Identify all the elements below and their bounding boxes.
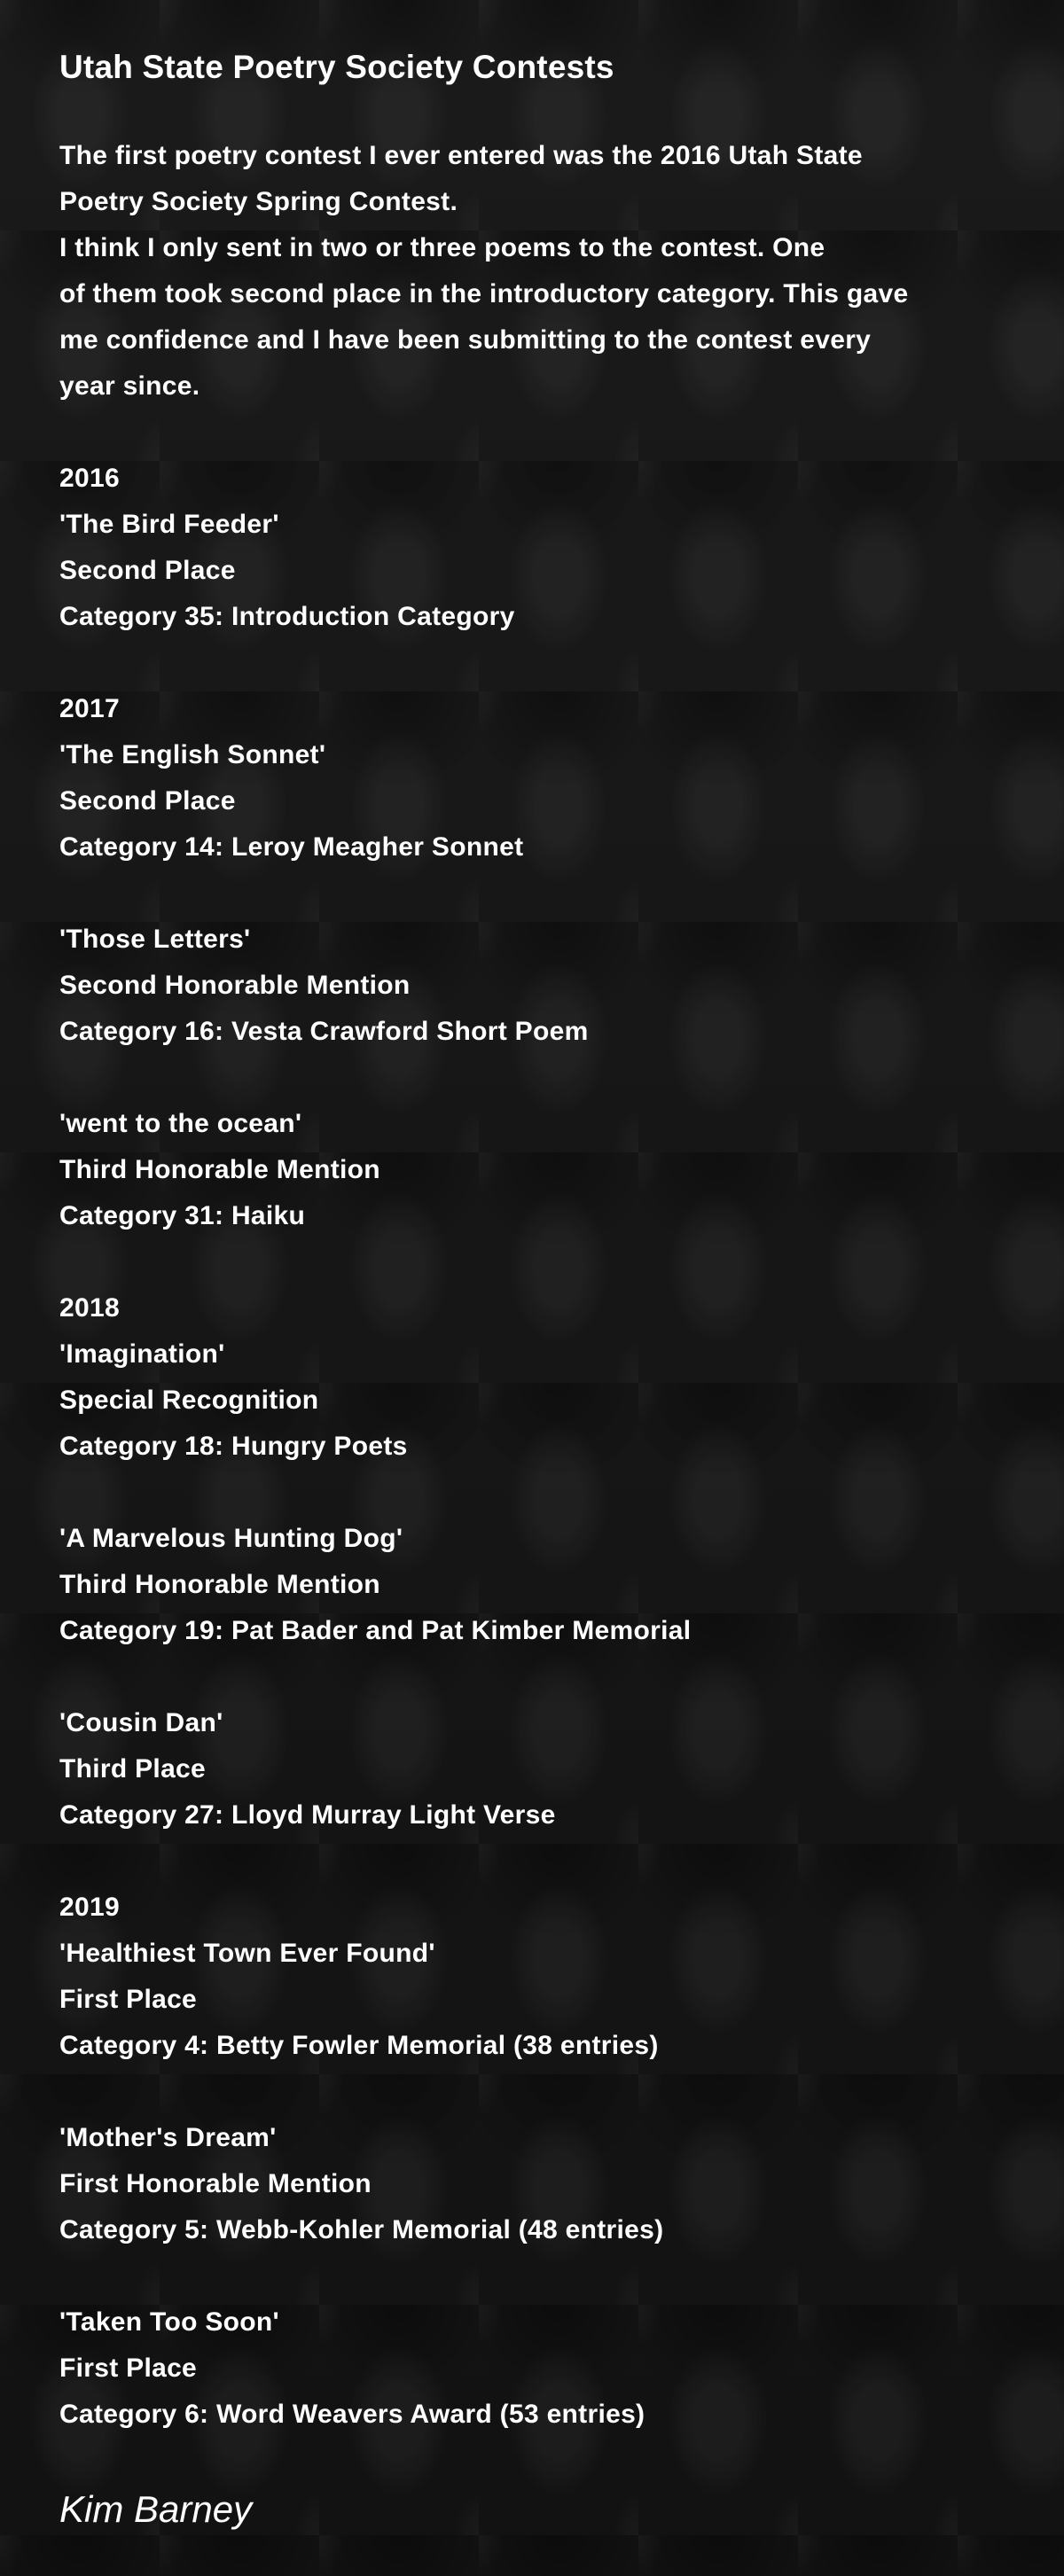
poem-line: Third Honorable Mention: [59, 1155, 380, 1184]
poem-line: Second Place: [59, 556, 236, 585]
poem-line: Category 31: Haiku: [59, 1201, 306, 1230]
poem-line: 2019: [59, 1893, 120, 1922]
poem-line: 2017: [59, 694, 120, 723]
poem-body: [59, 133, 1005, 2438]
poem-line: Category 6: Word Weavers Award (53 entries): [59, 2400, 645, 2429]
poem-line: 'Those Letters': [59, 925, 251, 954]
blank-line: [59, 640, 1005, 686]
poem-line: me confidence and I have been submitting to the contest every: [59, 325, 872, 355]
poem-line: 'Mother's Dream': [59, 2123, 277, 2152]
blank-line: [59, 2253, 1005, 2299]
poem-line: Category 4: Betty Fowler Memorial (38 entries): [59, 2031, 659, 2060]
poem-line: The first poetry contest I ever entered was the 2016 Utah State: [59, 141, 863, 170]
poem-line: I think I only sent in two or three poems to the contest. One: [59, 233, 825, 262]
poem-line: of them took second place in the introductory category. This gave: [59, 279, 909, 308]
poem-line: year since.: [59, 371, 200, 401]
poem-line: Poetry Society Spring Contest.: [59, 187, 458, 216]
poem-line: Category 16: Vesta Crawford Short Poem: [59, 1017, 589, 1046]
poem-line: 'A Marvelous Hunting Dog': [59, 1524, 403, 1553]
poem-line: 'The Bird Feeder': [59, 510, 279, 539]
blank-line: [59, 1239, 1005, 1285]
poem-line: Category 14: Leroy Meagher Sonnet: [59, 832, 524, 862]
poem-line: Special Recognition: [59, 1386, 319, 1415]
poem-line: First Place: [59, 2354, 198, 2383]
poem-line: 'Taken Too Soon': [59, 2307, 279, 2337]
blank-line: [59, 410, 1005, 456]
poem-title: Utah State Poetry Society Contests: [59, 49, 614, 85]
poem-line: 'went to the ocean': [59, 1109, 302, 1138]
poem-line: 'The English Sonnet': [59, 740, 326, 769]
blank-line: [59, 2069, 1005, 2115]
poem-line: Third Place: [59, 1754, 207, 1784]
poem-line: Category 5: Webb-Kohler Memorial (48 entries): [59, 2215, 664, 2244]
poem-line: Category 27: Lloyd Murray Light Verse: [59, 1800, 556, 1830]
poem-line: 'Imagination': [59, 1339, 225, 1369]
blank-line: [59, 870, 1005, 917]
poem-line: 'Healthiest Town Ever Found': [59, 1939, 435, 1968]
blank-line: [59, 1055, 1005, 1101]
poem-line: Category 19: Pat Bader and Pat Kimber Memorial: [59, 1616, 692, 1645]
poem-line: First Place: [59, 1985, 198, 2014]
poem-line: Second Honorable Mention: [59, 971, 411, 1000]
poem-line: 2018: [59, 1293, 120, 1323]
poem-line: First Honorable Mention: [59, 2169, 372, 2198]
poem-line: Third Honorable Mention: [59, 1570, 380, 1599]
author-signature: Kim Barney: [59, 2488, 253, 2530]
blank-line: [59, 1470, 1005, 1516]
blank-line: [59, 1838, 1005, 1885]
blank-line: [59, 1654, 1005, 1700]
poem-line: Category 18: Hungry Poets: [59, 1432, 408, 1461]
poem-line: 2016: [59, 464, 120, 493]
poem-line: Second Place: [59, 786, 236, 816]
poem-line: 'Cousin Dan': [59, 1708, 223, 1737]
poem-line: Category 35: Introduction Category: [59, 602, 515, 631]
